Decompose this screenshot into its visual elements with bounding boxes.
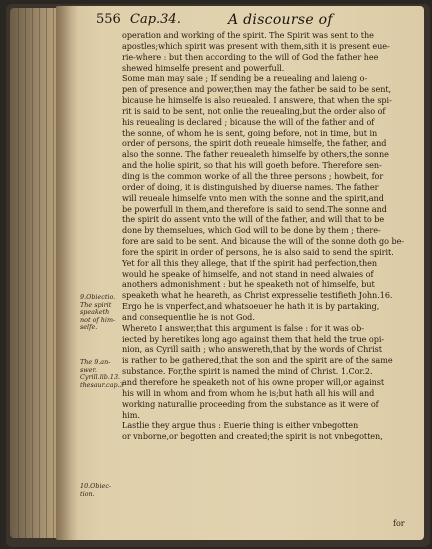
page-number: 556 xyxy=(96,12,121,27)
body-line: substance. For,the spirit is named the mind of Christ. 1.Cor.2. xyxy=(122,366,373,377)
page-edge-stack xyxy=(10,8,60,538)
gutter-shadow xyxy=(56,6,78,540)
body-line: Whereto I answer,that this argument is false : for it was ob- xyxy=(122,322,364,333)
body-line: iected by heretikes long ago against them that held the true opi- xyxy=(122,333,385,344)
body-line: Yet for all this they allege, that if the spirit had perfection,then xyxy=(122,257,378,268)
body-line: done by themselues, which God will to be done by them ; there- xyxy=(122,225,381,236)
catchword: for xyxy=(393,519,405,528)
body-line: also the sonne. The father reuealeth himselfe by others,the sonne xyxy=(122,149,389,160)
body-line: order of doing, it is distinguished by diuerse names. The father xyxy=(122,181,379,192)
body-line: and consequentlie he is not God. xyxy=(122,311,255,322)
body-line: operation and working of the spirit. The Spirit was sent to the xyxy=(122,30,374,40)
body-line: working naturallie proceeding from the substance as it were of xyxy=(122,398,379,409)
body-line: rie-where : but then according to the will of God the father hee xyxy=(122,51,379,62)
margin-note-line: thesaur.cap.3 xyxy=(80,380,124,389)
margin-note-line: The 9.an- xyxy=(80,358,111,366)
body-line: his reuealing is declared ; bicause the will of the father and of xyxy=(122,116,375,127)
page-header xyxy=(96,12,406,30)
body-line: bicause he himselfe is also reuealed. I answere, that when the spi- xyxy=(122,95,392,106)
body-line: his will in whom and from whom he is;but hath all his will and xyxy=(122,387,375,398)
margin-note-line: Cyrill.lib.13. xyxy=(80,373,121,382)
margin-note-line: 9.Obiectio. xyxy=(80,293,116,301)
body-line: is rather to be gathered,that the son and the spirit are of the same xyxy=(122,355,393,366)
chapter-label: Cap.34. xyxy=(130,12,181,27)
body-line: and therefore he speaketh not of his owne proper will,or against xyxy=(122,377,385,387)
body-text xyxy=(122,30,412,442)
body-line: apostles;which spirit was present with them,sith it is present eue- xyxy=(122,40,390,51)
body-line: be powerfull in them,and therefore is said to send.The sonne and xyxy=(122,203,387,214)
body-line: would he speake of himselfe, and not stand in need alwaies of xyxy=(122,268,374,279)
body-line: and the holie spirit, so that his will goeth before. Therefore sen- xyxy=(122,160,382,171)
margin-note-line: speaketh xyxy=(80,308,110,317)
margin-note-answer-9 xyxy=(80,359,124,389)
body-line: the spirit do assent vnto the will of the father, and will that to be xyxy=(122,214,385,225)
body-line: Ergo he is vnperfect,and whatsoeuer he hath it is by partaking, xyxy=(122,301,380,312)
body-line: fore the spirit in order of persons, he is also said to send the spirit. xyxy=(122,246,394,257)
margin-note-line: 10.Obiec- xyxy=(80,482,112,490)
body-line: speaketh what he heareth, as Christ expresselie testifieth John.16. xyxy=(122,290,393,301)
margin-note-objection-10 xyxy=(80,483,124,498)
body-line: the sonne, of whom he is sent, going before, not in time, but in xyxy=(122,127,378,138)
body-line: or vnborne,or begotten and created;the spirit is not vnbegotten, xyxy=(122,431,383,442)
margin-note-line: not of him- xyxy=(80,315,116,324)
margin-note-line: The spirit xyxy=(80,300,112,309)
body-line: anothers admonishment : but he speaketh not of himselfe, but xyxy=(122,279,375,290)
body-line: rit is said to be sent, not onlie the reuealing,but the order also of xyxy=(122,105,386,116)
margin-note-line: tion. xyxy=(80,489,95,498)
body-line: order of persons, the spirit doth reueale himselfe, the father, and xyxy=(122,138,387,149)
body-line: Lastlie they argue thus : Euerie thing is either vnbegotten xyxy=(122,420,359,431)
margin-note-line: swer. xyxy=(80,365,97,374)
body-line: pen of presence and power,then may the father be said to be sent, xyxy=(122,84,392,95)
body-line: ding is the common worke of all the three persons ; howbeit, for xyxy=(122,170,384,181)
running-title: A discourse of xyxy=(228,12,333,28)
body-line: Some man may saie ; If sending be a reuealing and laieng o- xyxy=(122,73,368,84)
body-line: nion, as Cyrill saith ; who answereth,that by the words of Christ xyxy=(122,344,382,355)
body-line: shewed himselfe present and powerfull. xyxy=(122,62,285,73)
body-line: him. xyxy=(122,409,140,420)
margin-note-line: selfe. xyxy=(80,323,98,332)
margin-note-objection-9 xyxy=(80,294,124,332)
body-line: fore are said to be sent. And bicause the will of the sonne doth go be- xyxy=(122,236,404,247)
body-line: will reueale himselfe vnto men with the sonne and the spirit,and xyxy=(122,192,384,203)
